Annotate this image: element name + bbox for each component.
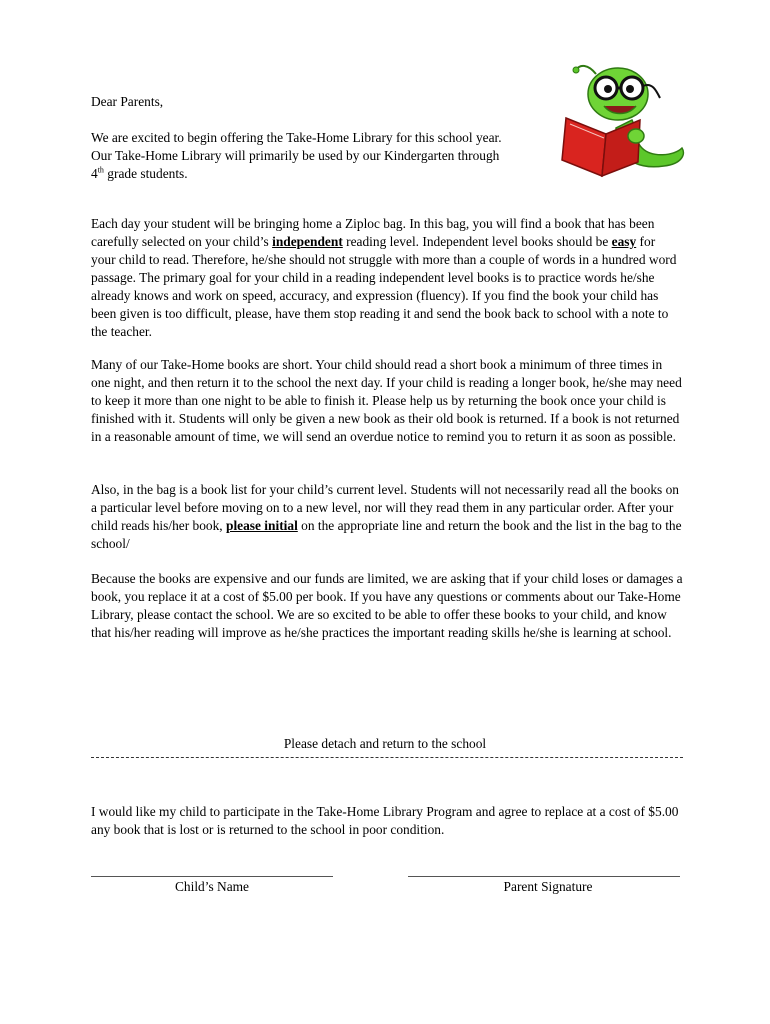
grade-suffix: th (97, 165, 104, 175)
p3-text-b: on the appropriate line and return the book and the list in the bag to the school/ (91, 518, 682, 552)
consent-statement: I would like my child to participate in the Take-Home Library Program and agree to replace at a cost of $5.00 any book that is lost or is returned to the school in poor condition. (91, 804, 679, 838)
p3-text-a: Also, in the bag is a book list for your child’s current level. Students will not necessarily read all the books on a particular level before moving on to a new level, nor will they read them in any particular order. After your child reads his/her book, (91, 482, 679, 534)
bookworm-reading-icon (556, 58, 692, 180)
paragraph-bag-description (91, 215, 683, 340)
p1-text-c: for your child to read. Therefore, he/she should not struggle with more than a couple of words in a hundred word passage. The primary goal for your child in a reading independent level books is to practice words he/she already knows and work on speed, accuracy, and expression (fluency). If you find the book your child has been given is too difficult, please, have them stop reading it and send the book back to school with a note to the teacher. (91, 234, 677, 339)
intro-line-3-rest: grade students. (103, 165, 188, 181)
child-name-label: Child’s Name (174, 879, 249, 894)
greeting: Dear Parents, (91, 94, 164, 109)
paragraph-book-list (91, 481, 683, 553)
child-name-line[interactable] (91, 876, 333, 877)
detach-heading: Please detach and return to the school (283, 736, 487, 751)
p1-text-b: reading level. Independent level books should be (342, 234, 612, 250)
paragraph-return-policy: Many of our Take-Home books are short. Your child should read a short book a minimum of three times in one night, and then return it to the school the next day. If your child is reading a longer book, he/she may need to keep it more than one night to be able to finish it. Please help us by returning the book once your child is finished with it. Students will only be given a new book as their old book is returned. If a book is not returned in a reasonable amount of time, we will send an overdue notice to remind you to return it as soon as possible. (91, 357, 682, 445)
p3-emphasis-please-initial: please initial (226, 518, 298, 534)
parent-signature-label: Parent Signature (503, 879, 593, 894)
intro-line-3 (91, 165, 561, 183)
parent-signature-line[interactable] (408, 876, 680, 877)
p1-emphasis-easy: easy (611, 234, 637, 250)
p1-text-a: Each day your student will be bringing home a Ziploc bag. In this bag, you will find a book that has been carefully selected on your child’s (91, 216, 655, 250)
intro-line-1: We are excited to begin offering the Take-Home Library for this school year. (91, 130, 502, 145)
p1-emphasis-independent: independent (272, 234, 343, 250)
grade-number: 4 (91, 165, 98, 181)
paragraph-replacement-cost: Because the books are expensive and our funds are limited, we are asking that if your child loses or damages a book, you replace it at a cost of $5.00 per book. If you have any questions or comments about our Take-Home Library, please contact the school. We are so excited to be able to offer these books to your child, and know that his/her reading will improve as he/she practices the important reading skills he/she is learning at school. (91, 571, 683, 641)
detach-dashed-line (91, 757, 683, 758)
intro-line-2: Our Take-Home Library will primarily be used by our Kindergarten through (91, 147, 500, 163)
intro-paragraph (91, 129, 561, 183)
